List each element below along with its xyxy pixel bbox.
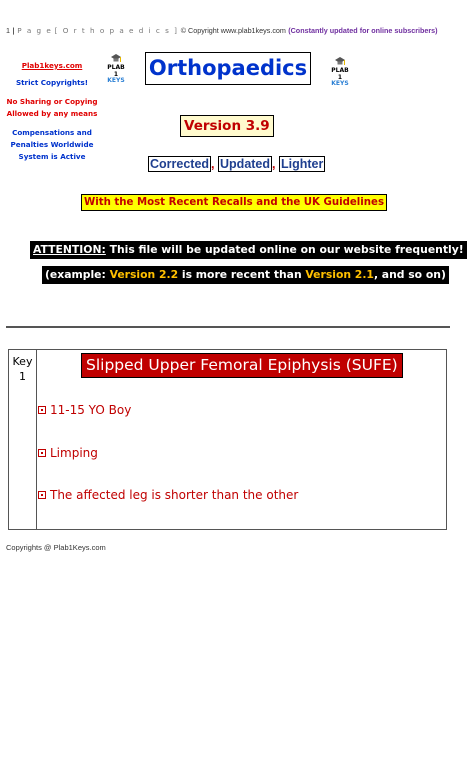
list-item <box>38 403 131 417</box>
graduation-cap-icon <box>334 56 346 67</box>
attention-banner <box>30 241 467 259</box>
square-bullet-icon <box>38 491 46 499</box>
attention-label: ATTENTION: <box>33 243 106 256</box>
page-label: P a g e <box>17 26 53 35</box>
square-bullet-icon <box>38 449 46 457</box>
logo-text-keys: KEYS <box>331 80 349 87</box>
update-tags <box>148 157 325 171</box>
version-badge: Version 3.9 <box>180 115 274 137</box>
logo-text-plab: PLAB <box>107 64 125 71</box>
list-item <box>38 488 298 502</box>
tag-updated: Updated <box>220 157 271 171</box>
section-label: [ O r t h o p a e d i c s ] <box>54 26 179 35</box>
attention-text: This file will be updated online on our website frequently! <box>105 243 464 256</box>
strict-copyrights: Strict Copyrights! <box>15 78 89 87</box>
compensation-line-2: Penalties Worldwide <box>10 140 94 149</box>
copyright-text: © Copyright www.plab1keys.com <box>180 26 286 35</box>
recalls-banner: With the Most Recent Recalls and the UK Guidelines <box>81 194 387 211</box>
example-version-old: Version 2.1 <box>305 268 374 281</box>
logo-text-plab: PLAB <box>331 67 349 74</box>
tag-corrected: Corrected <box>150 157 210 171</box>
bullet-text: The affected leg is shorter than the other <box>50 488 299 502</box>
example-version-new: Version 2.2 <box>109 268 179 281</box>
table-column-divider <box>36 350 37 529</box>
site-link[interactable]: Plab1keys.com <box>21 61 83 70</box>
compensation-line-1: Compensations and <box>12 128 92 137</box>
tag-separator: , <box>272 157 276 171</box>
divider <box>6 326 450 328</box>
no-sharing-line-2: Allowed by any means <box>6 109 98 118</box>
plab1keys-logo-left <box>105 53 127 85</box>
key-cell <box>9 354 36 384</box>
list-item <box>38 446 98 460</box>
compensation-line-3: System is Active <box>18 152 86 161</box>
page-number: 1 <box>6 26 10 35</box>
logo-text-one: 1 <box>113 70 119 78</box>
tag-separator: , <box>211 157 215 171</box>
graduation-cap-icon <box>110 53 122 64</box>
square-bullet-icon <box>38 406 46 414</box>
running-header <box>6 26 438 35</box>
example-middle: is more recent than <box>178 268 306 281</box>
bullet-text: 11-15 YO Boy <box>50 403 132 417</box>
logo-text-keys: KEYS <box>107 77 125 84</box>
version-example-banner <box>42 266 449 284</box>
logo-text-one: 1 <box>337 73 343 81</box>
tag-lighter: Lighter <box>280 157 324 171</box>
bullet-text: Limping <box>50 446 98 460</box>
topic-heading: Slipped Upper Femoral Epiphysis (SUFE) <box>81 353 403 378</box>
footer-copyright: Copyrights @ Plab1Keys.com <box>6 543 106 552</box>
subscriber-notice: (Constantly updated for online subscribers) <box>288 26 438 35</box>
example-suffix: , and so on) <box>373 268 446 281</box>
plab1keys-logo-right <box>329 56 351 88</box>
document-title: Orthopaedics <box>145 52 311 85</box>
example-prefix: (example: <box>45 268 110 281</box>
header-separator: | <box>12 26 15 35</box>
key-number: 1 <box>19 370 26 383</box>
no-sharing-line-1: No Sharing or Copying <box>6 97 98 106</box>
key-label: Key <box>12 355 33 368</box>
